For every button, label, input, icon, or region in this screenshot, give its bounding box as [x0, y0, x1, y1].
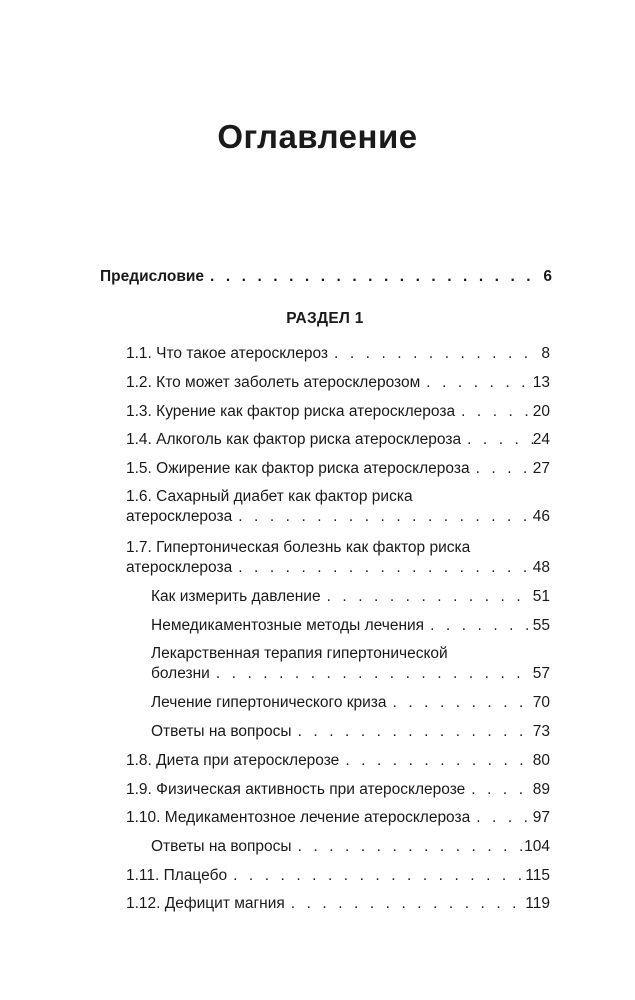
toc-entry-label: 1.2. Кто может заболеть атеросклерозом	[126, 374, 421, 391]
toc-entry	[126, 751, 550, 771]
toc-entry-label: болезни	[151, 665, 210, 682]
dot-leader	[328, 344, 541, 364]
dot-leader	[339, 751, 532, 771]
toc-page-number: 97	[532, 809, 550, 826]
dot-leader	[470, 808, 533, 828]
toc-entry-label: атеросклероза	[126, 508, 233, 525]
dot-leader	[465, 780, 532, 800]
toc-page-number: 6	[543, 268, 552, 285]
dot-leader	[292, 722, 533, 742]
toc-entry-label: Ответы на вопросы	[151, 723, 292, 740]
dot-leader	[232, 507, 533, 527]
dot-leader	[420, 373, 532, 393]
toc-entry-multiline	[126, 487, 550, 527]
toc-entry	[126, 808, 550, 828]
toc-entry-label: 1.1. Что такое атеросклероз	[126, 345, 328, 362]
toc-page-number: 27	[532, 460, 550, 477]
toc-entry	[126, 780, 550, 800]
toc-entry	[126, 430, 550, 450]
dot-leader	[387, 693, 533, 713]
toc-page-number: 55	[532, 617, 550, 634]
toc-entry-label: Как измерить давление	[151, 588, 321, 605]
toc-entry-multiline	[126, 538, 550, 578]
toc-entry-preface	[100, 267, 552, 287]
toc-entry-label: 1.8. Диета при атеросклерозе	[126, 752, 340, 769]
toc-entry-label-line1: 1.7. Гипертоническая болезнь как фактор риска	[126, 539, 471, 556]
toc-page-number: 46	[532, 508, 550, 525]
dot-leader	[204, 267, 543, 287]
toc-page-number: 57	[532, 665, 550, 682]
toc-page-number: 48	[532, 559, 550, 576]
dot-leader	[424, 616, 533, 636]
toc-entry-label: Немедикаментозные методы лечения	[151, 617, 425, 634]
toc-entry-label: атеросклероза	[126, 559, 233, 576]
toc-entry	[126, 894, 550, 914]
toc-subentry	[151, 587, 550, 607]
toc-page-number: 8	[541, 345, 550, 362]
toc-page-number: 115	[525, 867, 550, 884]
dot-leader	[470, 459, 533, 479]
toc-entry-label: 1.10. Медикаментозное лечение атеросклероза	[126, 809, 471, 826]
toc-entry-label: 1.4. Алкоголь как фактор риска атеросклероза	[126, 431, 462, 448]
toc-entry-label-line1: Лекарственная терапия гипертонической	[151, 645, 448, 662]
toc-entry-label: Ответы на вопросы	[151, 838, 292, 855]
page-title: Оглавление	[217, 118, 418, 155]
toc-page-number: 119	[525, 895, 550, 912]
toc-entry-label: Лечение гипертонического криза	[151, 694, 387, 711]
toc-subentry	[151, 837, 550, 857]
dot-leader	[292, 837, 525, 857]
dot-leader	[461, 430, 533, 450]
toc-page-number: 89	[532, 781, 550, 798]
toc-entry-label-line1: 1.6. Сахарный диабет как фактор риска	[126, 488, 413, 505]
toc-page-number: 80	[532, 752, 550, 769]
section-heading: РАЗДЕЛ 1	[286, 310, 364, 327]
toc-entry	[126, 866, 550, 886]
toc-subentry-multiline	[151, 644, 550, 684]
toc-entry-label: 1.5. Ожирение как фактор риска атеросклероза	[126, 460, 470, 477]
toc-page-number: 73	[532, 723, 550, 740]
toc-entry	[126, 459, 550, 479]
toc-entry	[126, 373, 550, 393]
toc-entry	[126, 344, 550, 364]
toc-subentry	[151, 722, 550, 742]
dot-leader	[285, 894, 525, 914]
toc-entry-label: 1.3. Курение как фактор риска атеросклероза	[126, 403, 456, 420]
toc-page-number: 20	[532, 403, 550, 420]
dot-leader	[227, 866, 525, 886]
toc-subentry	[151, 693, 550, 713]
toc-page-number: 51	[532, 588, 550, 605]
toc-page-number: 24	[532, 431, 550, 448]
dot-leader	[232, 558, 533, 578]
toc-page-number: 13	[532, 374, 550, 391]
toc-entry-label: 1.9. Физическая активность при атеросклерозе	[126, 781, 466, 798]
toc-page-number: 70	[532, 694, 550, 711]
toc-entry-label: 1.12. Дефицит магния	[126, 895, 285, 912]
dot-leader	[210, 664, 533, 684]
dot-leader	[321, 587, 533, 607]
dot-leader	[455, 402, 533, 422]
toc-entry	[126, 402, 550, 422]
toc-page-number: 104	[524, 838, 550, 855]
toc-entry-label: 1.11. Плацебо	[126, 867, 228, 884]
toc-subentry	[151, 616, 550, 636]
toc-entry-label: Предисловие	[100, 268, 205, 285]
